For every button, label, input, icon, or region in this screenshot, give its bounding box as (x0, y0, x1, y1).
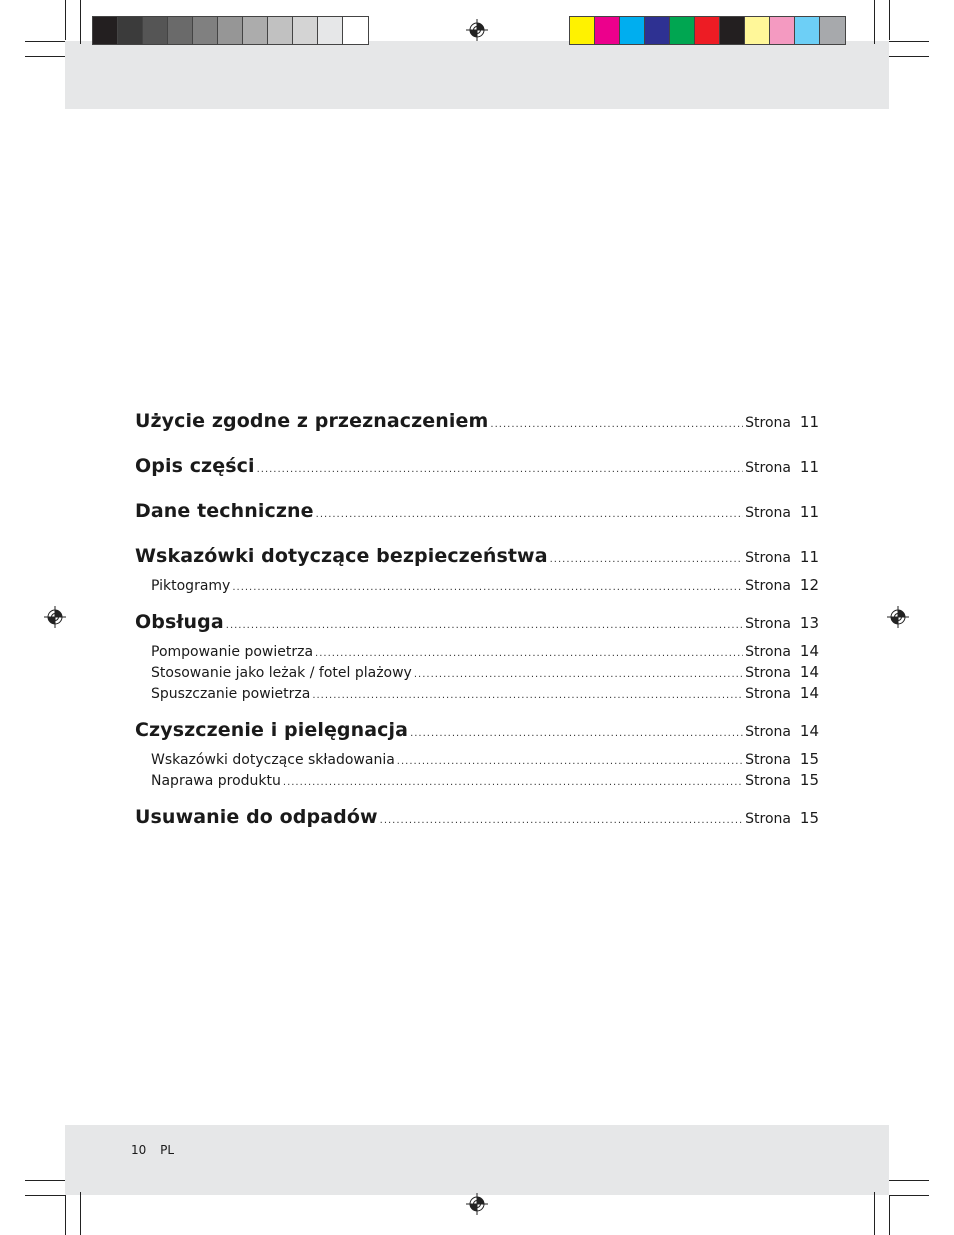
toc-section (135, 719, 819, 792)
header-band (65, 41, 889, 109)
toc-dot-leader (232, 582, 743, 593)
toc-page-word: Strona (745, 415, 791, 431)
toc-subsection-entry (135, 771, 819, 792)
toc-entry-title: Pompowanie powietrza (151, 644, 314, 660)
color-swatch (720, 17, 745, 44)
toc-section-entry (135, 500, 819, 531)
toc-page-word: Strona (745, 811, 791, 827)
toc-page-number: 15 (799, 750, 819, 768)
registration-mark-icon (887, 606, 909, 628)
toc-page-number: 14 (799, 722, 819, 740)
toc-subsection-entry (135, 684, 819, 705)
toc-page-number: 13 (799, 614, 819, 632)
crop-mark (80, 1192, 81, 1235)
toc-page-number: 11 (799, 503, 819, 521)
toc-section (135, 806, 819, 837)
color-swatch (595, 17, 620, 44)
color-swatch (620, 17, 645, 44)
toc-dot-leader (414, 669, 743, 680)
toc-subsection-entry (135, 663, 819, 684)
crop-mark (874, 1192, 875, 1235)
toc-page-number: 11 (799, 458, 819, 476)
toc-entry-title: Spuszczanie powietrza (151, 686, 311, 702)
color-swatch (318, 17, 343, 44)
color-swatch (118, 17, 143, 44)
toc-entry-title: Dane techniczne (135, 500, 314, 522)
table-of-contents (135, 410, 819, 851)
toc-dot-leader (226, 620, 743, 631)
grayscale-calibration-strip (92, 16, 369, 45)
toc-subsection-entry (135, 576, 819, 597)
toc-section-entry (135, 806, 819, 837)
toc-page-word: Strona (745, 505, 791, 521)
crop-mark (65, 0, 66, 40)
toc-page-word: Strona (745, 578, 791, 594)
color-swatch (770, 17, 795, 44)
toc-page-number: 15 (799, 809, 819, 827)
color-swatch (570, 17, 595, 44)
toc-page-word: Strona (745, 773, 791, 789)
toc-page-number: 11 (799, 413, 819, 431)
toc-entry-title: Wskazówki dotyczące bezpieczeństwa (135, 545, 548, 567)
toc-entry-title: Wskazówki dotyczące składowania (151, 752, 395, 768)
toc-page-number: 15 (799, 771, 819, 789)
crop-mark (889, 0, 890, 40)
toc-section-entry (135, 455, 819, 486)
toc-page-word: Strona (745, 550, 791, 566)
toc-dot-leader (380, 815, 744, 826)
color-swatch (820, 17, 845, 44)
toc-dot-leader (397, 756, 743, 767)
toc-section (135, 545, 819, 597)
toc-subsection-entry (135, 750, 819, 771)
toc-entry-title: Obsługa (135, 611, 224, 633)
toc-entry-title: Czyszczenie i pielęgnacja (135, 719, 409, 741)
toc-page-number: 14 (799, 663, 819, 681)
color-swatch (93, 17, 118, 44)
color-swatch (795, 17, 820, 44)
toc-entry-title: Usuwanie do odpadów (135, 806, 378, 828)
color-swatch (745, 17, 770, 44)
toc-page-word: Strona (745, 724, 791, 740)
crop-mark (889, 1195, 929, 1196)
toc-section (135, 500, 819, 531)
toc-dot-leader (410, 728, 743, 739)
color-swatch (645, 17, 670, 44)
crop-mark (889, 1180, 929, 1181)
toc-section-entry (135, 719, 819, 750)
toc-section-entry (135, 410, 819, 441)
color-swatch (670, 17, 695, 44)
color-swatch (193, 17, 218, 44)
crop-mark (889, 56, 929, 57)
toc-page-number: 14 (799, 684, 819, 702)
toc-section-entry (135, 611, 819, 642)
toc-dot-leader (283, 777, 743, 788)
toc-entry-title: Naprawa produktu (151, 773, 281, 789)
color-swatch (243, 17, 268, 44)
toc-page-word: Strona (745, 616, 791, 632)
page-number: 10 (131, 1143, 147, 1157)
color-swatch (695, 17, 720, 44)
language-code: PL (160, 1143, 175, 1157)
color-swatch (143, 17, 168, 44)
toc-entry-title: Opis części (135, 455, 255, 477)
crop-mark (874, 0, 875, 44)
crop-mark (65, 1195, 66, 1235)
toc-entry-title: Użycie zgodne z przeznaczeniem (135, 410, 489, 432)
crop-mark (889, 1195, 890, 1235)
page-footer (131, 1143, 184, 1157)
toc-subsection-entry (135, 642, 819, 663)
toc-dot-leader (316, 509, 744, 520)
color-calibration-strip (569, 16, 846, 45)
crop-mark (25, 41, 65, 42)
registration-mark-icon (44, 606, 66, 628)
toc-section (135, 455, 819, 486)
crop-mark (25, 1180, 65, 1181)
toc-page-word: Strona (745, 686, 791, 702)
color-swatch (218, 17, 243, 44)
toc-page-word: Strona (745, 665, 791, 681)
toc-page-number: 12 (799, 576, 819, 594)
color-swatch (168, 17, 193, 44)
toc-page-number: 14 (799, 642, 819, 660)
registration-mark-icon (466, 19, 488, 41)
toc-section (135, 410, 819, 441)
toc-dot-leader (312, 690, 743, 701)
color-swatch (293, 17, 318, 44)
footer-band (65, 1125, 889, 1195)
crop-mark (80, 0, 81, 44)
registration-mark-icon (466, 1193, 488, 1215)
toc-page-word: Strona (745, 644, 791, 660)
toc-section (135, 611, 819, 705)
color-swatch (268, 17, 293, 44)
crop-mark (25, 1195, 65, 1196)
toc-dot-leader (550, 554, 744, 565)
toc-entry-title: Stosowanie jako leżak / fotel plażowy (151, 665, 412, 681)
toc-dot-leader (257, 464, 744, 475)
toc-section-entry (135, 545, 819, 576)
crop-mark (25, 56, 65, 57)
toc-page-word: Strona (745, 460, 791, 476)
toc-page-number: 11 (799, 548, 819, 566)
toc-dot-leader (490, 419, 743, 430)
toc-dot-leader (315, 648, 743, 659)
crop-mark (889, 41, 929, 42)
toc-page-word: Strona (745, 752, 791, 768)
toc-entry-title: Piktogramy (151, 578, 231, 594)
color-swatch (343, 17, 368, 44)
